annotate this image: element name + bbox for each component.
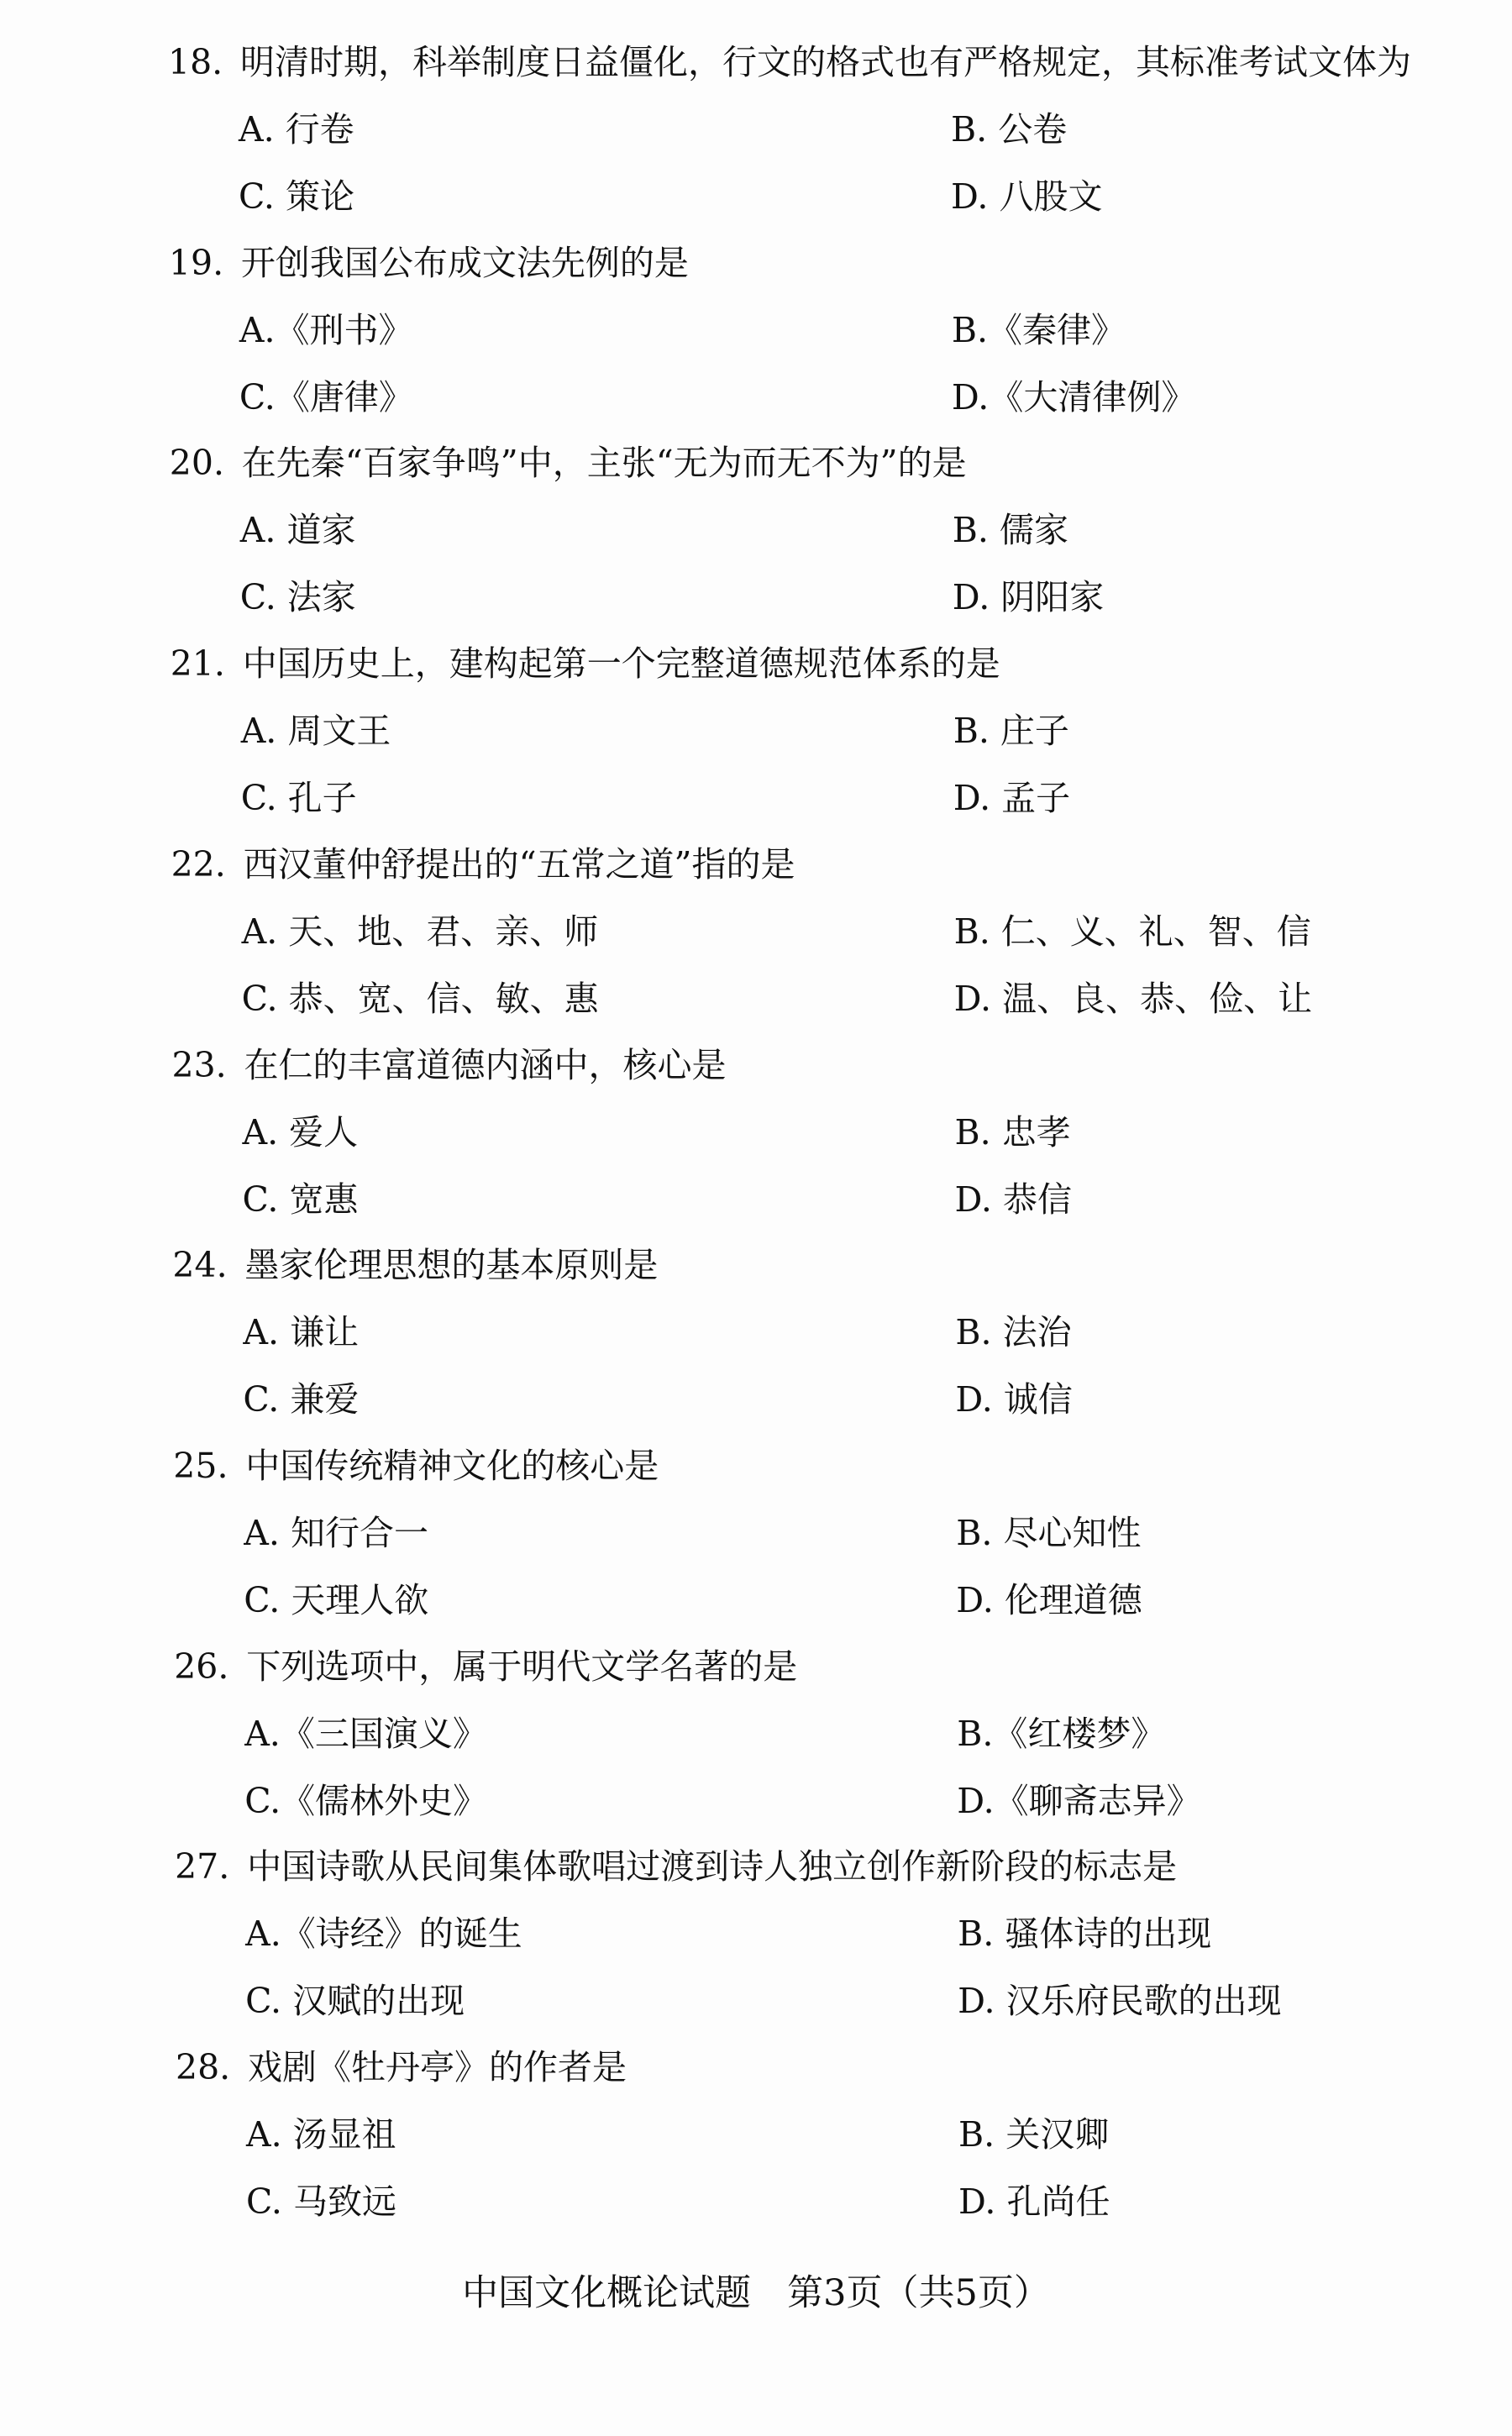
option-b: B.《红楼梦》: [957, 1713, 1166, 1754]
option-d: D.《聊斋志异》: [957, 1780, 1201, 1821]
option-b: B. 尽心知性: [956, 1512, 1142, 1553]
question-item: [6, 1633, 1512, 1834]
page-footer: 中国文化概论试题 第3页（共5页）: [462, 2272, 1050, 2314]
question-text: 中国历史上，建构起第一个完整道德规范体系的是: [242, 643, 1000, 685]
question-stem: [173, 1432, 659, 1499]
option-d: D. 八股文: [951, 176, 1103, 217]
option-b: B. 庄子: [953, 711, 1069, 752]
option-d: D.《大清律例》: [951, 376, 1196, 417]
question-text: 中国诗歌从民间集体歌唱过渡到诗人独立创作新阶段的标志是: [247, 1846, 1178, 1887]
question-number: 27.: [175, 1846, 230, 1887]
question-text: 戏剧《牡丹亭》的作者是: [248, 2047, 627, 2087]
question-text: 明清时期，科举制度日益僵化，行文的格式也有严格规定，其标准考试文体为: [240, 42, 1411, 82]
question-number: 23.: [171, 1044, 227, 1085]
option-b: B.《秦律》: [951, 309, 1126, 350]
question-stem: [172, 1231, 658, 1299]
question-number: 28.: [176, 2047, 231, 2087]
question-stem: [171, 630, 1000, 697]
question-item: [3, 831, 1512, 1032]
question-text: 在仁的丰富道德内涵中，核心是: [244, 1044, 727, 1085]
option-b: B. 骚体诗的出现: [958, 1914, 1212, 1955]
option-d: D. 孟子: [953, 778, 1071, 819]
option-d: D. 伦理道德: [956, 1579, 1142, 1620]
question-stem: [171, 831, 795, 898]
question-stem: [172, 1032, 727, 1099]
question-item: [4, 1032, 1512, 1232]
question-number: 25.: [173, 1445, 228, 1486]
option-b: B. 法治: [955, 1312, 1072, 1353]
option-b: B. 仁、义、礼、智、信: [953, 911, 1311, 952]
option-a: A.《诗经》的诞生: [245, 1914, 522, 1955]
option-b: B. 关汉卿: [958, 2114, 1110, 2155]
option-d: D. 阴阳家: [952, 577, 1105, 618]
question-item: [7, 1833, 1512, 2034]
question-stem: [168, 29, 1411, 96]
option-c: C.《唐律》: [239, 376, 413, 417]
question-stem: [175, 1833, 1177, 1900]
question-item: [3, 630, 1512, 831]
question-stem: [176, 2034, 627, 2101]
question-item: [8, 2034, 1512, 2234]
option-b: B. 儒家: [952, 510, 1069, 551]
option-a: A. 道家: [239, 510, 356, 551]
option-c: C. 策论: [239, 176, 354, 217]
question-stem: [174, 1633, 797, 1700]
option-c: C. 兼爱: [243, 1379, 360, 1420]
question-stem: [170, 429, 967, 496]
option-c: C. 法家: [239, 577, 356, 618]
question-number: 26.: [174, 1646, 229, 1687]
option-d: D. 孔尚任: [958, 2181, 1110, 2222]
option-a: A. 知行合一: [244, 1512, 428, 1553]
question-stem: [169, 229, 689, 297]
question-text: 墨家伦理思想的基本原则是: [244, 1245, 659, 1286]
question-number: 24.: [172, 1245, 228, 1286]
question-item: [0, 29, 1512, 229]
question-item: [1, 229, 1512, 430]
option-c: C. 马致远: [246, 2181, 396, 2222]
question-number: 20.: [169, 443, 225, 484]
question-text: 西汉董仲舒提出的“五常之道”指的是: [243, 843, 795, 885]
option-a: A. 天、地、君、亲、师: [241, 911, 599, 952]
question-text: 在先秦“百家争鸣”中，主张“无为而无不为”的是: [241, 443, 967, 484]
question-item: [2, 429, 1512, 630]
question-item: [4, 1231, 1512, 1432]
option-d: D. 汉乐府民歌的出现: [958, 1981, 1282, 2022]
question-number: 22.: [171, 843, 226, 885]
question-number: 21.: [170, 643, 225, 685]
question-text: 开创我国公布成文法先例的是: [240, 242, 689, 283]
question-text: 中国传统精神文化的核心是: [245, 1445, 659, 1486]
option-c: C. 汉赋的出现: [245, 1981, 465, 2022]
option-c: C. 孔子: [240, 778, 357, 819]
option-a: A. 汤显祖: [246, 2114, 396, 2155]
question-number: 18.: [168, 42, 223, 82]
option-a: A. 谦让: [243, 1312, 360, 1353]
option-c: C.《儒林外史》: [244, 1780, 488, 1821]
option-a: A. 周文王: [240, 711, 391, 752]
option-c: C. 恭、宽、信、敏、惠: [241, 978, 599, 1019]
option-c: C. 天理人欲: [244, 1579, 429, 1620]
option-b: B. 公卷: [951, 109, 1068, 150]
question-text: 下列选项中，属于明代文学名著的是: [246, 1646, 798, 1687]
option-a: A.《刑书》: [239, 309, 413, 350]
question-item: [5, 1432, 1512, 1633]
option-d: D. 诚信: [955, 1379, 1073, 1420]
option-a: A. 行卷: [239, 109, 354, 150]
option-d: D. 温、良、恭、俭、让: [953, 978, 1313, 1019]
option-c: C. 宽惠: [242, 1179, 359, 1220]
option-a: A.《三国演义》: [244, 1713, 487, 1754]
option-d: D. 恭信: [954, 1179, 1072, 1220]
question-number: 19.: [168, 242, 224, 283]
option-a: A. 爱人: [242, 1111, 359, 1152]
option-b: B. 忠孝: [954, 1111, 1071, 1152]
